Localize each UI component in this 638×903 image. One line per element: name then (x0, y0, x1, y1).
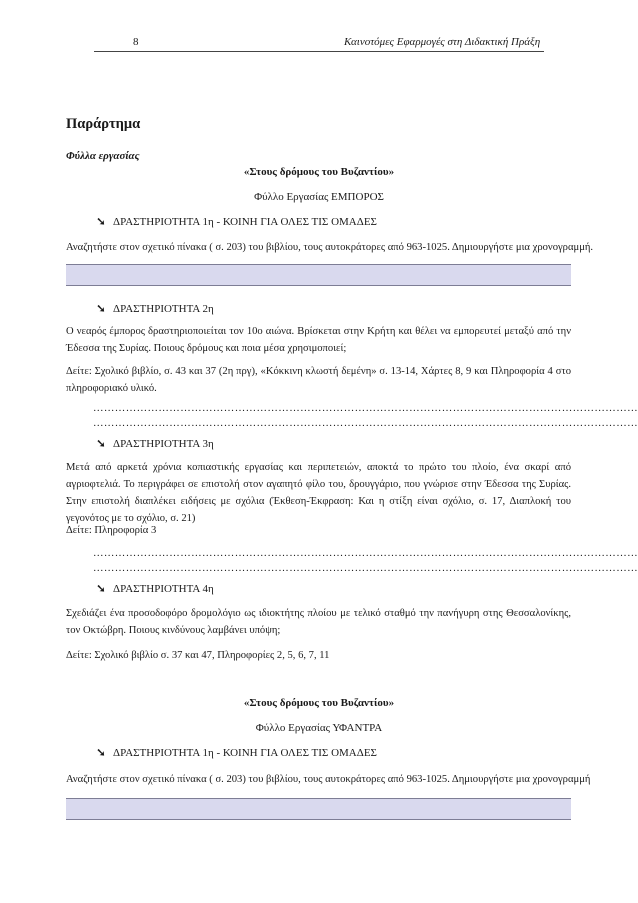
activity-heading (93, 582, 214, 595)
see-reference: Δείτε: Σχολικό βιβλίο, σ. 43 και 37 (2η πργ), «Κόκκινη κλωστή δεμένη» σ. 13-14, Χάρτες 8, 9 και Πληροφορία 4 στο πληροφοριακό υλικό. (66, 366, 571, 394)
page-number: 8 (133, 36, 139, 48)
answer-line[interactable]: …………………………………………………………………………………………………………………………………… (93, 403, 638, 414)
answer-band[interactable] (66, 264, 571, 286)
answer-line[interactable]: …………………………………………………………………………………………………………………………………… (93, 418, 638, 429)
activity-text: Σχεδιάζει ένα προσοδοφόρο δρομολόγιο ως ιδιοκτήτης πλοίου με τελικό σταθμό την πανήγυρη στης Θεσσαλονίκης, τον Οκτώβρη. Ποιους κινδύνους λαμβάνει υπόψη; (66, 608, 571, 636)
pencil-icon: ➘ (96, 303, 106, 315)
answer-line[interactable]: …………………………………………………………………………………………………………………………………… (93, 548, 638, 559)
running-title: Καινοτόμες Εφαρμογές στη Διδακτική Πράξη (344, 36, 541, 48)
pencil-icon: ➘ (96, 583, 106, 595)
answer-line[interactable]: …………………………………………………………………………………………………………………………………… (93, 563, 638, 574)
activity-heading (93, 302, 214, 315)
pencil-icon: ➘ (96, 747, 106, 759)
see-reference: Δείτε: Σχολικό βιβλίο σ. 37 και 47, Πληροφορίες 2, 5, 6, 7, 11 (66, 650, 330, 661)
activity-heading-text: ΔΡΑΣΤΗΡΙΟΤΗΤΑ 2η (113, 302, 214, 315)
subsection-title: Φύλλα εργασίας (66, 150, 140, 162)
activity-text: Ο νεαρός έμπορος δραστηριοποιείται τον 10ο αιώνα. Βρίσκεται στην Κρήτη και θέλει να εμπορευτεί μεταξύ από την Έδεσσα της Συρίας. Ποιους δρόμους και ποια μέσα χρησιμοποιεί; (66, 326, 571, 354)
activity-text: Μετά από αρκετά χρόνια κοπιαστικής εργασίας και περιπετειών, αποκτά το πρώτο του πλοίο, ένα σκαρί από αγριοφτελιά. Το περιγράφει σε επιστολή στον αγαπητό φίλο του, δρουγγάριο, που γνώρισε στην Έδεσσα της Συρίας. Στην επιστολή διαπλέκει ειδήσεις με σχόλια (Έκθεση-Έκφραση: Και η στίξη είναι σχόλιο, σ. 17, Διαπλοκή του γεγονότος με το σχόλιο, σ. 21) (66, 462, 571, 524)
activity-text: Αναζητήστε στον σχετικό πίνακα ( σ. 203) του βιβλίου, τους αυτοκράτορες από 963-1025. Δημιουργήστε μια χρονογραμμή (66, 774, 591, 785)
pencil-icon: ➘ (96, 438, 106, 450)
activity-heading-text: ΔΡΑΣΤΗΡΙΟΤΗΤΑ 1η - ΚΟΙΝΗ ΓΙΑ ΟΛΕΣ ΤΙΣ ΟΜΑΔΕΣ (113, 746, 377, 759)
activity-heading-text: ΔΡΑΣΤΗΡΙΟΤΗΤΑ 3η (113, 437, 214, 450)
activity-heading-text: ΔΡΑΣΤΗΡΙΟΤΗΤΑ 4η (113, 582, 214, 595)
pencil-icon: ➘ (96, 216, 106, 228)
activity-heading (93, 437, 214, 450)
activity-heading (93, 746, 377, 759)
activity-heading (93, 215, 377, 228)
activity-text: Αναζητήστε στον σχετικό πίνακα ( σ. 203) του βιβλίου, τους αυτοκράτορες από 963-1025. Δημιουργήστε μια χρονογραμμή. (66, 242, 594, 253)
sheet-title: «Στους δρόμους του Βυζαντίου» (243, 166, 395, 178)
header-rule (94, 51, 544, 52)
worksheet-label: Φύλλο Εργασίας ΥΦΑΝΤΡΑ (255, 722, 383, 734)
worksheet-label: Φύλλο Εργασίας ΕΜΠΟΡΟΣ (254, 191, 384, 203)
section-title: Παράρτημα (66, 116, 141, 132)
activity-heading-text: ΔΡΑΣΤΗΡΙΟΤΗΤΑ 1η - ΚΟΙΝΗ ΓΙΑ ΟΛΕΣ ΤΙΣ ΟΜΑΔΕΣ (113, 215, 377, 228)
answer-band[interactable] (66, 798, 571, 820)
sheet-title: «Στους δρόμους του Βυζαντίου» (243, 697, 395, 709)
see-reference: Δείτε: Πληροφορία 3 (66, 525, 157, 536)
